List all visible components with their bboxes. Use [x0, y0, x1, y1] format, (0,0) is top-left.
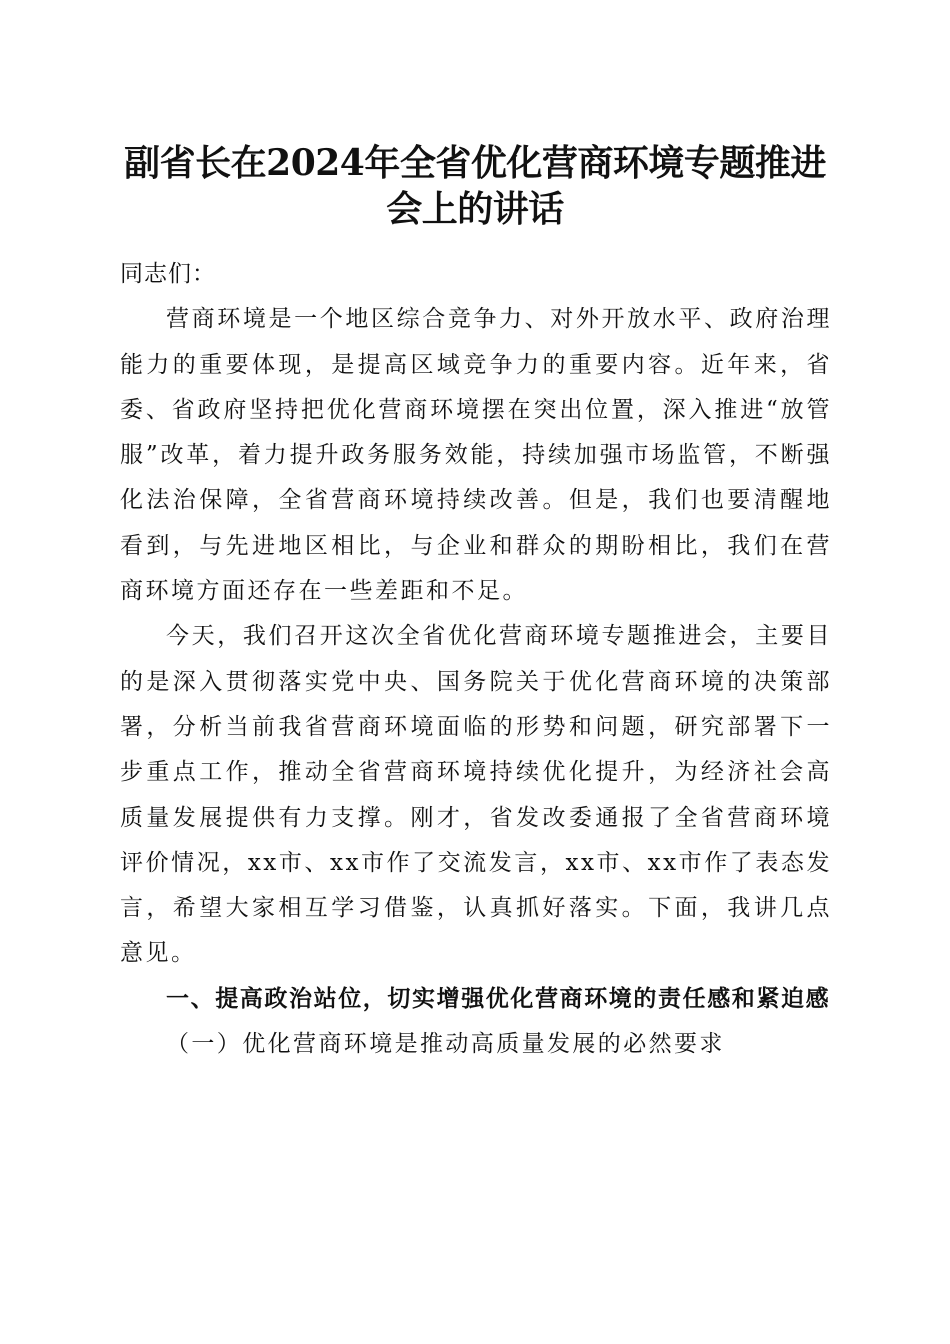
section-heading-1: 一、提高政治站位，切实增强优化营商环境的责任感和紧迫感 [166, 985, 831, 1012]
title-line-2: 会上的讲话 [386, 188, 564, 230]
paragraph-1: 营商环境是一个地区综合竞争力、对外开放水平、政府治理能力的重要体现，是提高区域竞争力的重要内容。近年来，省委、省政府坚持把优化营商环境摆在突出位置，深入推进“放管服”改革，着力提升政务服务效能，持续加强市场监管，不断强化法治保障，全省营商环境持续改善。但是，我们也要清醒地看到，与先进地区相比，与企业和群众的期盼相比，我们在营商环境方面还存在一些差距和不足。 [120, 306, 832, 605]
document-body [120, 252, 832, 1067]
salutation: 同志们： [120, 261, 216, 287]
document-title [100, 140, 850, 232]
subsection-heading-1: （一）优化营商环境是推动高质量发展的必然要求 [166, 1031, 725, 1058]
title-line-1: 副省长在2024年全省优化营商环境专题推进 [124, 142, 826, 184]
paragraph-2: 今天，我们召开这次全省优化营商环境专题推进会，主要目的是深入贯彻落实党中央、国务院关于优化营商环境的决策部署，分析当前我省营商环境面临的形势和问题，研究部署下一步重点工作，推动全省营商环境持续优化提升，为经济社会高质量发展提供有力支撑。刚才，省发改委通报了全省营商环境评价情况，xx市、xx市作了交流发言，xx市、xx市作了表态发言，希望大家相互学习借鉴，认真抓好落实。下面，我讲几点意见。 [120, 623, 832, 967]
